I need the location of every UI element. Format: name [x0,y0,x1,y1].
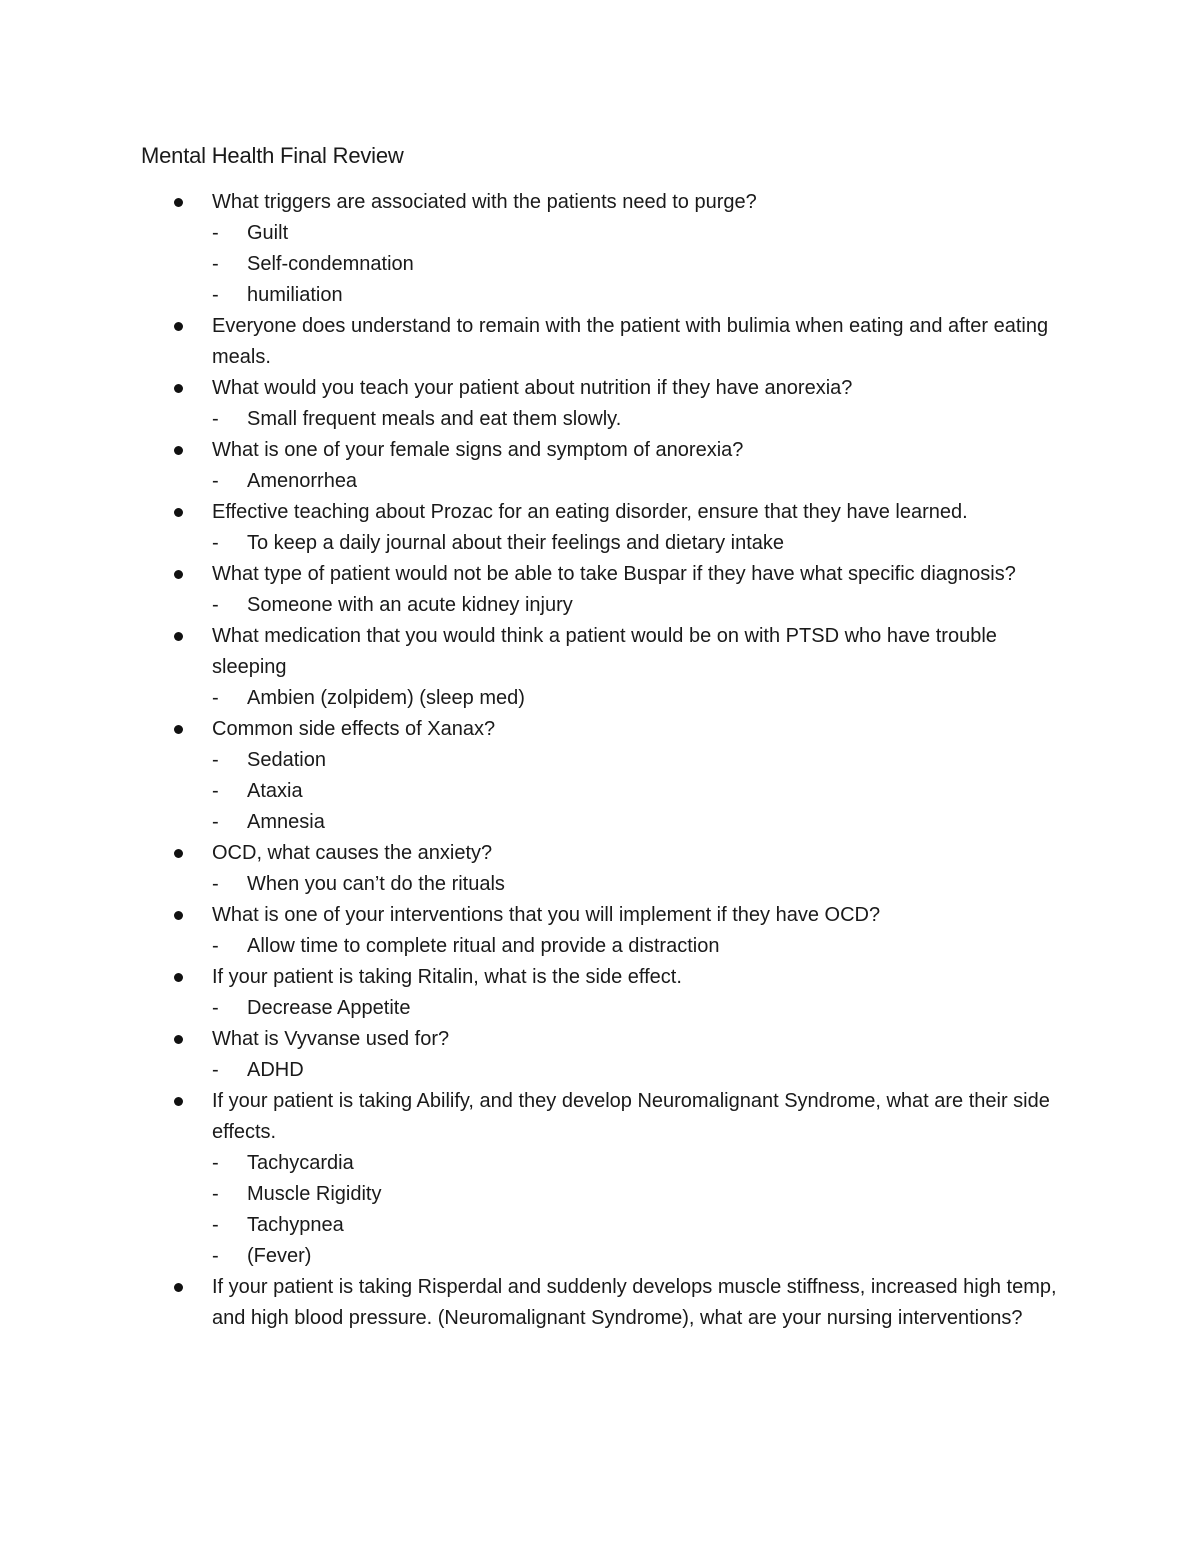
dash-marker: - [212,1152,219,1174]
answer-text: To keep a daily journal about their feelings and dietary intake [247,532,785,554]
answer-text: ADHD [247,1059,304,1081]
answer-item [212,1210,1070,1241]
answer-text: Amenorrhea [247,470,358,492]
bullet-icon [174,322,183,331]
answer-item [212,590,1070,621]
question-item [0,435,1200,497]
answer-list [212,869,1070,900]
dash-marker: - [212,222,219,244]
dash-marker: - [212,780,219,802]
answer-text: Allow time to complete ritual and provide a distraction [247,935,720,957]
question-text: What would you teach your patient about nutrition if they have anorexia? [212,377,853,399]
dash-marker: - [212,284,219,306]
dash-marker: - [212,594,219,616]
answer-item [212,280,1070,311]
question-item [0,714,1200,838]
answer-list [212,683,1070,714]
answer-item [212,404,1070,435]
answer-text: Tachycardia [247,1152,354,1174]
bullet-icon [174,973,183,982]
dash-marker: - [212,1183,219,1205]
answer-list [212,1148,1070,1272]
dash-marker: - [212,1245,219,1267]
question-item [0,900,1200,962]
bullet-icon [174,1035,183,1044]
answer-text: Amnesia [247,811,325,833]
answer-item [212,993,1070,1024]
answer-list [212,528,1070,559]
question-text: What is one of your female signs and symptom of anorexia? [212,439,744,461]
answer-item [212,1055,1070,1086]
answer-item [212,745,1070,776]
question-text: If your patient is taking Risperdal and suddenly develops muscle stiffness, increased high temp, and high blood pressure. (Neuromalignant Syndrome), what are your nursing interventions? [212,1276,1057,1329]
answer-text: When you can’t do the rituals [247,873,505,895]
bullet-icon [174,198,183,207]
answer-list [212,1055,1070,1086]
answer-item [212,683,1070,714]
answer-text: Someone with an acute kidney injury [247,594,573,616]
answer-list [212,466,1070,497]
question-text: What triggers are associated with the patients need to purge? [212,191,757,213]
answer-item [212,466,1070,497]
answer-text: Sedation [247,749,326,771]
question-item [0,1272,1200,1334]
dash-marker: - [212,470,219,492]
question-list [0,187,1200,1334]
bullet-icon [174,384,183,393]
dash-marker: - [212,408,219,430]
answer-text: Self-condemnation [247,253,414,275]
answer-item [212,931,1070,962]
answer-text: Guilt [247,222,289,244]
bullet-icon [174,849,183,858]
bullet-icon [174,570,183,579]
answer-text: humiliation [247,284,343,306]
question-item [0,1024,1200,1086]
dash-marker: - [212,997,219,1019]
question-text: Common side effects of Xanax? [212,718,496,740]
bullet-icon [174,1283,183,1292]
question-item [0,559,1200,621]
question-text: If your patient is taking Ritalin, what is the side effect. [212,966,682,988]
dash-marker: - [212,749,219,771]
answer-item [212,249,1070,280]
question-text: Effective teaching about Prozac for an eating disorder, ensure that they have learned. [212,501,968,523]
answer-text: Ataxia [247,780,303,802]
answer-item [212,807,1070,838]
answer-item [212,218,1070,249]
answer-item [212,1179,1070,1210]
answer-text: Muscle Rigidity [247,1183,382,1205]
answer-text: Tachypnea [247,1214,344,1236]
dash-marker: - [212,811,219,833]
answer-item [212,1241,1070,1272]
dash-marker: - [212,532,219,554]
dash-marker: - [212,935,219,957]
answer-list [212,404,1070,435]
answer-item [212,869,1070,900]
question-text: If your patient is taking Abilify, and they develop Neuromalignant Syndrome, what are their side effects. [212,1090,1050,1143]
dash-marker: - [212,873,219,895]
question-item [0,497,1200,559]
dash-marker: - [212,1214,219,1236]
question-item [0,838,1200,900]
answer-list [212,590,1070,621]
dash-marker: - [212,253,219,275]
answer-text: (Fever) [247,1245,312,1267]
question-item [0,962,1200,1024]
bullet-icon [174,508,183,517]
dash-marker: - [212,1059,219,1081]
bullet-icon [174,725,183,734]
question-text: What type of patient would not be able to take Buspar if they have what specific diagnosis? [212,563,1016,585]
bullet-icon [174,911,183,920]
question-text: What is one of your interventions that you will implement if they have OCD? [212,904,881,926]
question-item [0,187,1200,311]
answer-item [212,528,1070,559]
question-item [0,1086,1200,1272]
question-text: OCD, what causes the anxiety? [212,842,493,864]
answer-text: Decrease Appetite [247,997,411,1019]
answer-text: Small frequent meals and eat them slowly. [247,408,622,430]
question-text: What is Vyvanse used for? [212,1028,450,1050]
bullet-icon [174,632,183,641]
dash-marker: - [212,687,219,709]
answer-list [212,993,1070,1024]
answer-item [212,1148,1070,1179]
bullet-icon [174,1097,183,1106]
document-title: Mental Health Final Review [141,143,404,168]
question-item [0,621,1200,714]
answer-text: Ambien (zolpidem) (sleep med) [247,687,525,709]
question-item [0,373,1200,435]
answer-list [212,218,1070,311]
question-text: Everyone does understand to remain with the patient with bulimia when eating and after eating meals. [212,315,1049,368]
answer-item [212,776,1070,807]
question-item [0,311,1200,373]
bullet-icon [174,446,183,455]
answer-list [212,931,1070,962]
answer-list [212,745,1070,838]
question-text: What medication that you would think a patient would be on with PTSD who have trouble sleeping [212,625,997,678]
